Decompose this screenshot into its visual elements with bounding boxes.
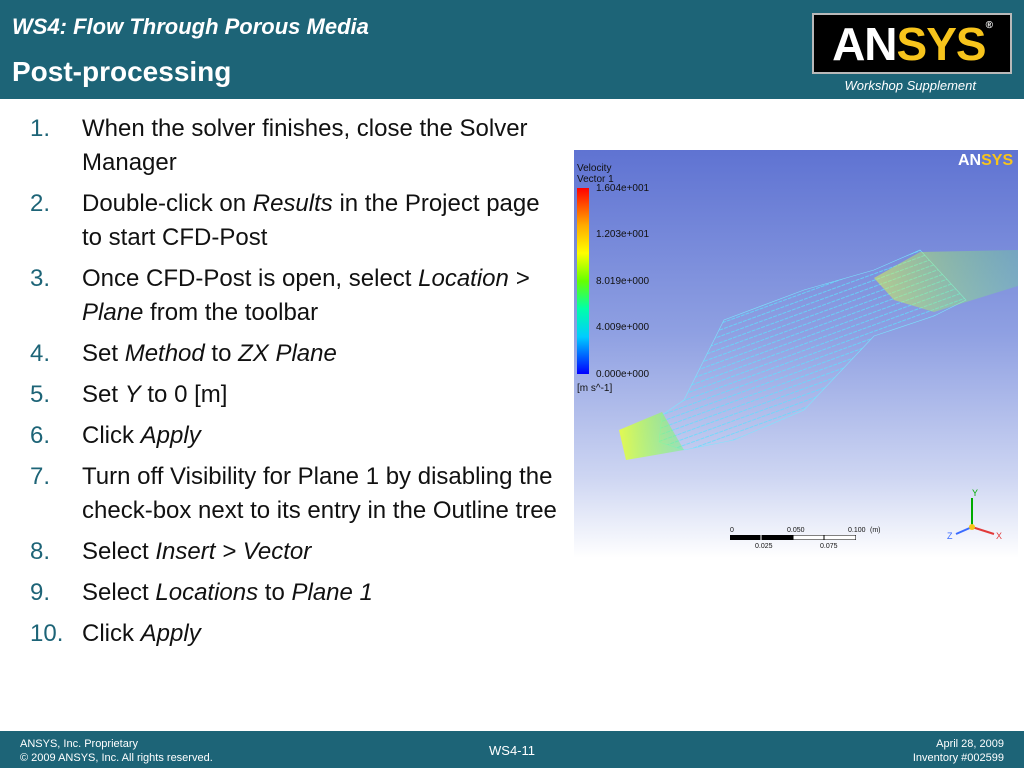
step-text-part: Select [82, 579, 156, 606]
step-text-part: in the Project page to start CFD-Post [82, 190, 540, 251]
step-text-part: Select [82, 538, 156, 565]
step-text [82, 460, 565, 528]
figure-ansys-logo: ANSYS [958, 152, 1014, 169]
legend-tick: 8.019e+000 [596, 276, 650, 287]
axis-triad [956, 498, 994, 534]
step-item [30, 112, 565, 180]
step-text-part: Double-click on [82, 190, 253, 217]
step-item [30, 262, 565, 330]
step-item [30, 576, 565, 610]
step-number: 3. [30, 265, 51, 292]
step-text [82, 576, 565, 610]
legend-tick: 1.203e+001 [596, 229, 650, 240]
footer-copyright-line: © 2009 ANSYS, Inc. All rights reserved. [20, 752, 213, 764]
step-text [82, 419, 565, 453]
step-text-part: When the solver finishes, close the Solver Manager [82, 115, 528, 176]
step-text-part: Set [82, 340, 125, 367]
step-emphasis: Apply [140, 620, 201, 647]
axis-y-label: Y [972, 488, 979, 498]
step-text [82, 378, 565, 412]
logo-an: AN [832, 17, 897, 70]
step-item [30, 378, 565, 412]
step-text [82, 617, 565, 651]
legend-tick: 1.604e+001 [596, 183, 650, 194]
scale-label: 0.025 [755, 543, 773, 550]
ansys-logo [812, 13, 1012, 74]
step-emphasis: ZX Plane [238, 340, 337, 367]
step-text [82, 337, 565, 371]
step-text [82, 535, 565, 569]
step-item [30, 187, 565, 255]
step-text-part: to 0 [m] [140, 381, 228, 408]
legend-units: [m s^-1] [577, 383, 613, 394]
logo-reg: ® [985, 19, 992, 31]
page-title: Post-processing [12, 56, 232, 87]
vector-plot [574, 150, 1018, 558]
logo-sys: SYS [896, 17, 986, 70]
step-text-part: Click [82, 422, 141, 449]
step-item [30, 419, 565, 453]
step-emphasis: Plane 1 [291, 579, 373, 606]
step-emphasis: Y [124, 381, 141, 408]
scale-label: 0.050 [787, 527, 805, 534]
step-number: 5. [30, 381, 51, 408]
step-number: 9. [30, 579, 51, 606]
step-text [82, 187, 565, 255]
step-number: 2. [30, 190, 51, 217]
step-text-part: from the toolbar [143, 299, 319, 326]
axis-x-label: X [996, 531, 1003, 541]
workshop-title: WS4: Flow Through Porous Media [12, 14, 369, 39]
step-text-part: Once CFD-Post is open, select [82, 265, 419, 292]
footer-bar [0, 731, 1024, 768]
step-text [82, 262, 565, 330]
legend-tick: 0.000e+000 [596, 369, 650, 380]
step-text [82, 112, 565, 180]
step-item [30, 617, 565, 651]
step-number: 6. [30, 422, 51, 449]
footer-page-number: WS4-11 [489, 743, 535, 758]
scale-label: 0.075 [820, 543, 838, 550]
scale-label: (m) [870, 527, 881, 534]
scale-label: 0 [730, 527, 734, 534]
step-text-part: Set [82, 381, 125, 408]
step-number: 10. [30, 620, 64, 647]
axis-z-label: Z [947, 531, 953, 541]
step-text-part: Click [82, 620, 141, 647]
footer-proprietary-line: ANSYS, Inc. Proprietary [20, 738, 138, 750]
step-text-part: to [258, 579, 292, 606]
step-number: 1. [30, 115, 51, 142]
step-emphasis: Locations [155, 579, 259, 606]
step-emphasis: Insert > Vector [155, 538, 312, 565]
scale-bar [730, 535, 856, 540]
step-item [30, 460, 565, 528]
steps-list [30, 112, 565, 658]
header-bar [0, 0, 1024, 99]
step-item [30, 535, 565, 569]
step-emphasis: Results [252, 190, 333, 217]
step-emphasis: Apply [140, 422, 201, 449]
step-number: 7. [30, 463, 51, 490]
step-text-part: Turn off Visibility for Plane 1 by disabling the check-box next to its entry in the Outline tree [82, 463, 557, 524]
footer-inventory: Inventory #002599 [912, 752, 1004, 764]
scale-label: 0.100 [848, 527, 866, 534]
step-number: 4. [30, 340, 51, 367]
legend-tick: 4.009e+000 [596, 322, 650, 333]
step-emphasis: Location > Plane [82, 265, 530, 326]
step-emphasis: Method [124, 340, 205, 367]
step-text-part: to [204, 340, 239, 367]
footer-date-inventory [913, 737, 1004, 765]
step-item [30, 337, 565, 371]
legend-title-line-1: Velocity [577, 163, 612, 174]
workshop-supplement: Workshop Supplement [844, 78, 976, 93]
footer-date: April 28, 2009 [936, 738, 1004, 750]
velocity-vector-figure [574, 150, 1018, 558]
legend-title-line-2: Vector 1 [577, 174, 614, 185]
step-number: 8. [30, 538, 51, 565]
